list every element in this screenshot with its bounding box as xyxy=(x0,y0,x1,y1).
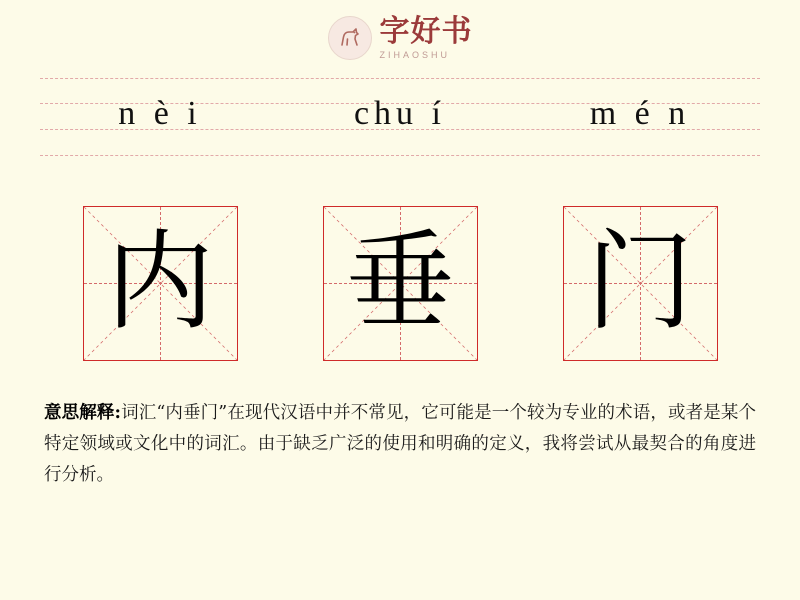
character-grid-row xyxy=(40,203,760,363)
brand-subtitle: ZIHAOSHU xyxy=(379,49,451,60)
explanation-text: 词汇“内垂门”在现代汉语中并不常见，它可能是一个较为专业的术语，或者是某个特定领域或文化中的词汇。由于缺乏广泛的使用和明确的定义，我将尝试从最契合的角度进行分析。 xyxy=(44,403,756,485)
brand-logo xyxy=(0,12,800,64)
brand-text xyxy=(380,16,473,60)
character-cell xyxy=(280,203,520,363)
tianzige-box xyxy=(563,206,718,361)
pinyin-staff xyxy=(40,78,760,156)
character-glyph: 门 xyxy=(585,220,694,345)
brand-title: 字好书 xyxy=(379,15,473,49)
tianzige-box xyxy=(323,206,478,361)
character-glyph: 内 xyxy=(105,220,214,345)
pinyin-row xyxy=(40,78,760,156)
pinyin-cell: chu í xyxy=(353,95,447,132)
tianzige-box xyxy=(83,206,238,361)
explanation-label: 意思解释: xyxy=(44,403,121,423)
pinyin-cell: n è i xyxy=(118,95,202,132)
character-cell xyxy=(40,203,280,363)
character-glyph: 垂 xyxy=(345,220,454,345)
character-cell xyxy=(520,203,760,363)
pinyin-cell: m é n xyxy=(589,95,691,132)
explanation-block xyxy=(44,398,756,491)
horse-seal-icon xyxy=(328,16,372,60)
